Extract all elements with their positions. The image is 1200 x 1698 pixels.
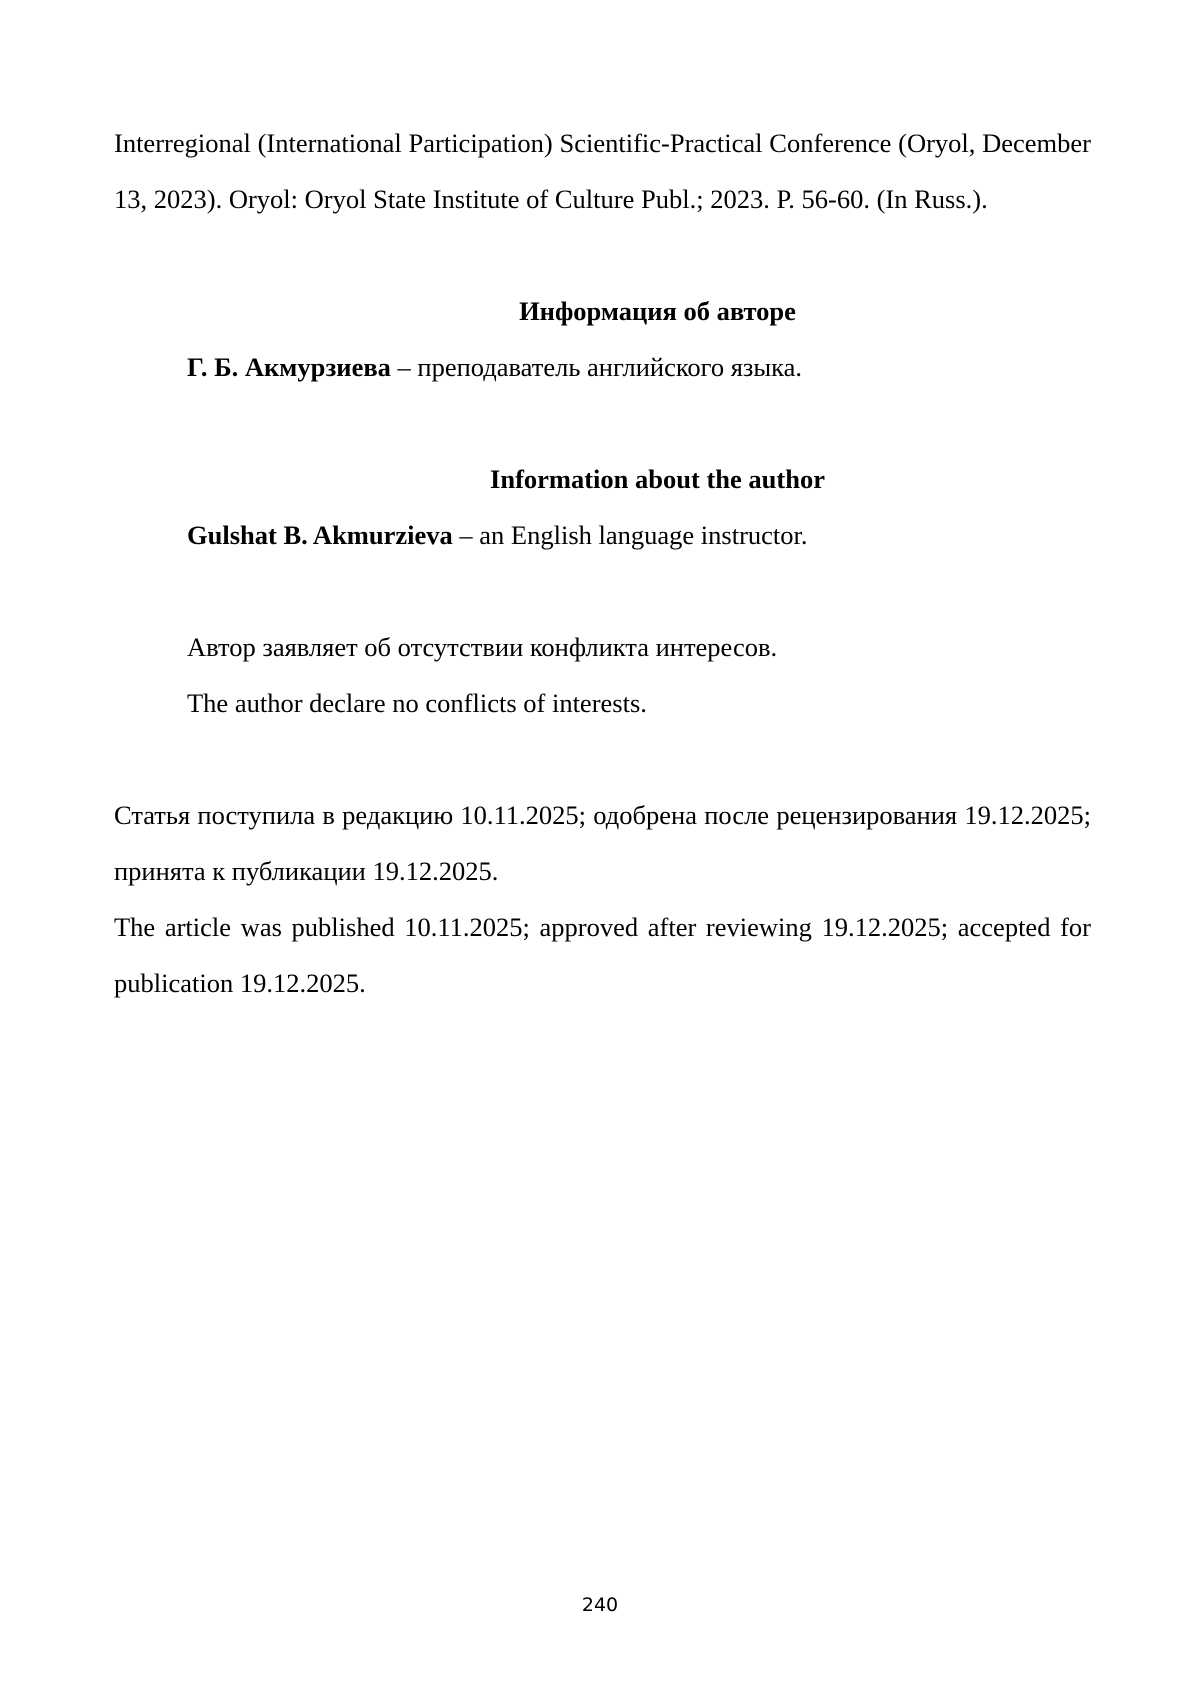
spacer: [114, 227, 1091, 283]
article-history-ru: Статья поступила в редакцию 10.11.2025; одобрена после рецензирования 19.12.2025; принята к публикации 19.12.2025.: [114, 800, 1091, 886]
spacer: [114, 563, 1091, 619]
article-history-en: The article was published 10.11.2025; approved after reviewing 19.12.2025; accepted for publication 19.12.2025.: [114, 912, 1091, 998]
author-name-en: Gulshat B. Akmurzieva: [187, 520, 453, 550]
author-name-ru: Г. Б. Акмурзиева: [187, 352, 391, 382]
author-info-en-heading: Information about the author: [490, 464, 825, 494]
author-description-ru: – преподаватель английского языка.: [390, 352, 803, 382]
page-number: 240: [581, 1594, 619, 1616]
author-info-ru-line: [114, 339, 1091, 395]
author-info-ru-heading: Информация об авторе: [519, 296, 796, 326]
author-info-en-line: [114, 507, 1091, 563]
conflict-statement-ru: Автор заявляет об отсутствии конфликта интересов.: [187, 632, 778, 662]
conflict-statement-en: The author declare no conflicts of interests.: [187, 688, 647, 718]
reference-text: Interregional (International Participation) Scientific-Practical Conference (Oryol, December 13, 2023). Oryol: Oryol State Institute of Culture Publ.; 2023. P. 56-60. (In Russ.).: [114, 128, 1091, 214]
page-content: [114, 115, 1091, 1011]
spacer: [114, 395, 1091, 451]
author-description-en: – an English language instructor.: [452, 520, 808, 550]
spacer: [114, 731, 1091, 787]
